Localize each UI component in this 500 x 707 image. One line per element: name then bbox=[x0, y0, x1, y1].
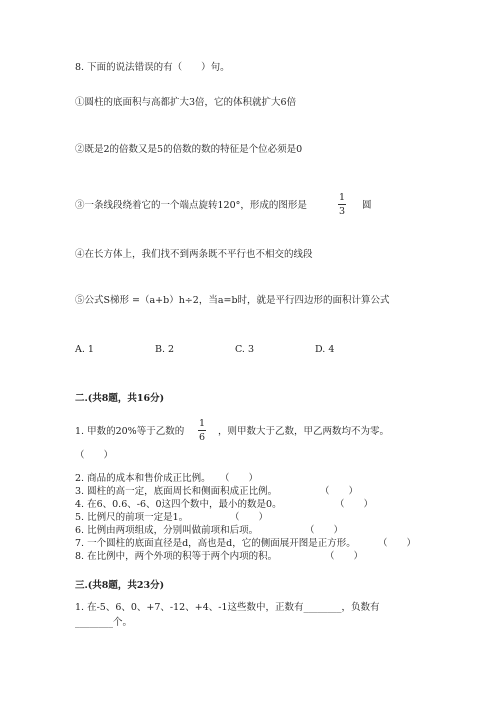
fraction-bar bbox=[198, 430, 206, 431]
fraction-numerator: 1 bbox=[198, 418, 206, 429]
s2-q3-paren: （ ） bbox=[320, 486, 359, 497]
s2-q1-fraction bbox=[198, 418, 206, 443]
q8-statement-3-suffix: 圆 bbox=[362, 200, 372, 211]
s2-q8-paren: （ ） bbox=[325, 551, 364, 562]
fraction-denominator: 6 bbox=[198, 432, 206, 443]
section-3-heading: 三.(共8题，共23分) bbox=[75, 580, 165, 591]
s2-q7 bbox=[75, 538, 356, 550]
s2-q6-text: 6. 比例由两项组成，分别叫做前项和后项。 bbox=[75, 525, 259, 536]
s2-q1-suffix: ，则甲数大于乙数，甲乙两数均不为零。 bbox=[218, 426, 390, 437]
s2-q5-text: 5. 比例尺的前项一定是1。 bbox=[75, 512, 189, 523]
s2-q2-text: 2. 商品的成本和售价成正比例。 bbox=[75, 473, 211, 484]
q8-statement-3-fraction bbox=[338, 192, 346, 217]
q8-option-b: B. 2 bbox=[155, 344, 175, 355]
q8-statement-2: ②既是2的倍数又是5的倍数的数的特征是个位必须是0 bbox=[75, 144, 303, 155]
s2-q4 bbox=[75, 499, 282, 511]
s2-q2-paren: （ ） bbox=[220, 473, 259, 484]
q8-statement-3 bbox=[75, 200, 307, 212]
s2-q7-paren: （ ） bbox=[378, 538, 417, 549]
s3-q1-line-2: ________个。 bbox=[75, 617, 133, 628]
q8-statement-1: ①圆柱的底面积与高都扩大3倍，它的体积就扩大6倍 bbox=[75, 97, 297, 108]
q8-statement-3-text: ③一条线段绕着它的一个端点旋转120°，形成的图形是 bbox=[75, 200, 307, 211]
s2-q6-paren: （ ） bbox=[305, 525, 344, 536]
s2-q3-text: 3. 圆柱的高一定，底面周长和侧面积成正比例。 bbox=[75, 486, 278, 497]
s2-q4-paren: （ ） bbox=[335, 499, 374, 510]
q8-option-d: D. 4 bbox=[315, 344, 335, 355]
q8-option-c: C. 3 bbox=[235, 344, 255, 355]
s2-q7-text: 7. 一个圆柱的底面直径是d，高也是d，它的侧面展开图是正方形。 bbox=[75, 538, 356, 549]
s2-q2 bbox=[75, 473, 211, 485]
fraction-denominator: 3 bbox=[338, 206, 346, 217]
s2-q3 bbox=[75, 486, 277, 498]
s2-q6 bbox=[75, 525, 258, 537]
q8-title: 8. 下面的说法错误的有（ ）句。 bbox=[75, 62, 230, 73]
fraction-numerator: 1 bbox=[338, 192, 346, 203]
s2-q4-text: 4. 在6、0.6、-6、0这四个数中，最小的数是0。 bbox=[75, 499, 282, 510]
section-2-heading: 二.(共8题，共16分) bbox=[75, 393, 165, 404]
q8-statement-5: ⑤公式S梯形 =（a+b）h÷2，当a=b时，就是平行四边形的面积计算公式 bbox=[75, 295, 390, 306]
s2-q8-text: 8. 在比例中，两个外项的积等于两个内项的积。 bbox=[75, 551, 278, 562]
s2-q1-answer-paren: （ ） bbox=[75, 450, 114, 461]
s2-q8 bbox=[75, 551, 277, 563]
q8-option-a: A. 1 bbox=[75, 344, 94, 355]
s2-q5 bbox=[75, 512, 188, 524]
fraction-bar bbox=[338, 204, 346, 205]
s2-q1-text: 1. 甲数的20%等于乙数的 bbox=[75, 426, 185, 437]
s3-q1-line-1: 1. 在-5、6、0、+7、-12、+4、-1这些数中，正数有________，负数有 bbox=[75, 602, 380, 613]
s2-q5-paren: （ ） bbox=[230, 512, 269, 523]
q8-statement-4: ④在长方体上，我们找不到两条既不平行也不相交的线段 bbox=[75, 249, 313, 260]
